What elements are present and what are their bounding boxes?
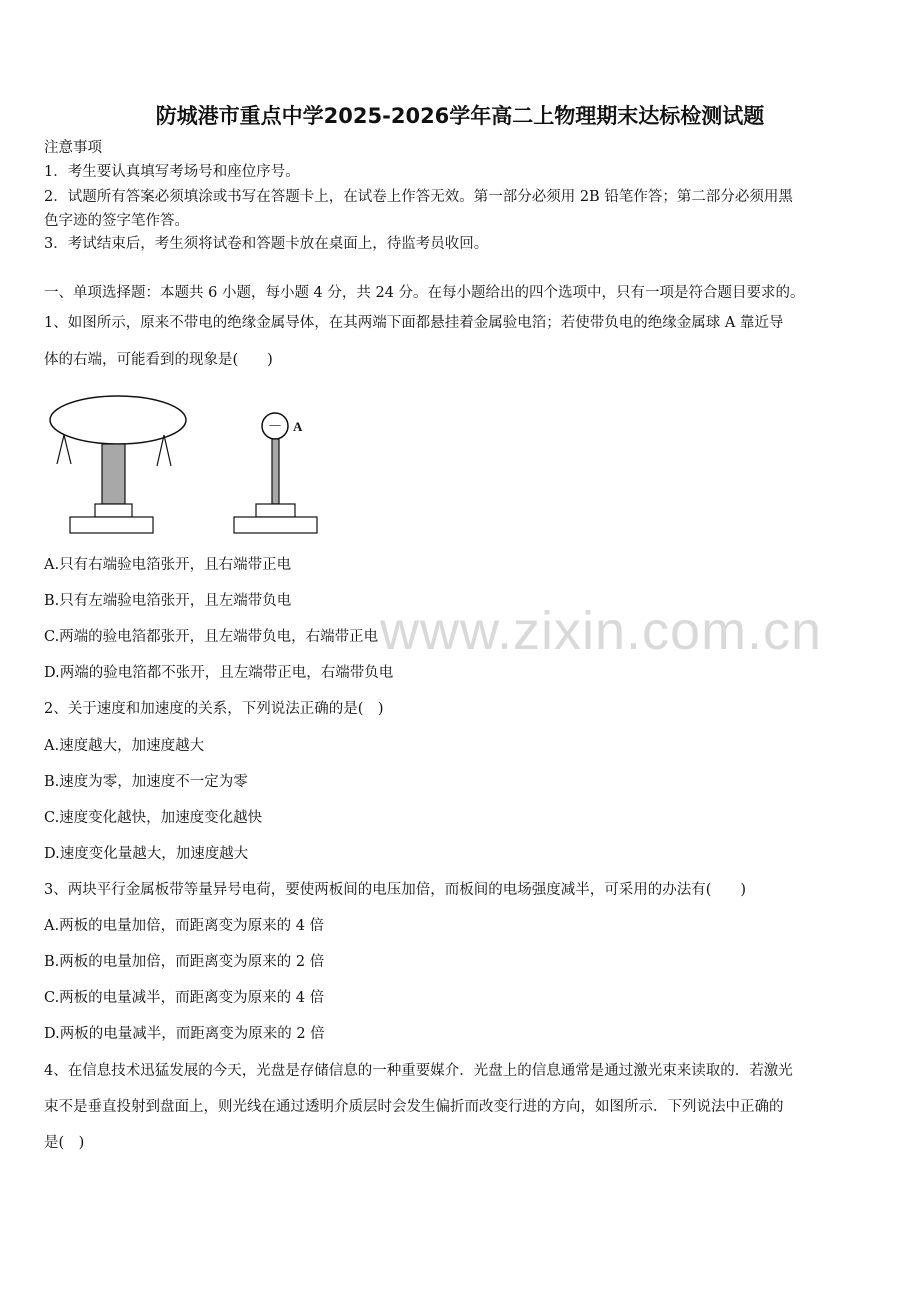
stand-block (95, 504, 132, 517)
q2-option: D.速度变化量越大，加速度越大 (44, 846, 249, 862)
q4-stem-line3: 是( ) (44, 1135, 85, 1151)
q4-stem-line1: 4、在信息技术迅猛发展的今天，光盘是存储信息的一种重要媒介．光盘上的信息通常是通过激光束来读取的．若激光 (44, 1063, 793, 1079)
ball-sign: － (267, 417, 283, 435)
stand-base (70, 517, 153, 533)
ball-label: A (293, 419, 303, 434)
q3-stem: 3、两块平行金属板带等量异号电荷，要使两板间的电压加倍，而板间的电场强度减半，可采用的办法有( ) (44, 882, 747, 898)
q1-figure (40, 388, 340, 542)
exam-title: 防城港市重点中学2025-2026学年高二上物理期末达标检测试题 (155, 104, 765, 128)
q4-stem-line2: 束不是垂直投射到盘面上，则光线在通过透明介质层时会发生偏折而改变行进的方向，如图所示．下列说法中正确的 (44, 1099, 784, 1115)
ball-stand-base (234, 517, 317, 533)
ball-stand-block (256, 504, 295, 517)
q1-option: B.只有左端验电箔张开，且左端带负电 (44, 593, 292, 609)
q1-option: D.两端的验电箔都不张开，且左端带正电，右端带负电 (44, 665, 394, 681)
q1-stem-line2: 体的右端，可能看到的现象是( ) (44, 352, 273, 368)
q2-option: A.速度越大，加速度越大 (44, 738, 205, 754)
q2-option: C.速度变化越快，加速度变化越快 (44, 810, 263, 826)
q3-option: D.两板的电量减半，而距离变为原来的 2 倍 (44, 1026, 325, 1042)
watermark: www.zixin.com.cn (380, 601, 823, 661)
q3-option: C.两板的电量减半，而距离变为原来的 4 倍 (44, 990, 325, 1006)
q1-option: A.只有右端验电箔张开，且右端带正电 (44, 557, 292, 573)
left-foil (64, 435, 71, 464)
notice-item: 1．考生要认真填写考场号和座位序号。 (44, 164, 300, 180)
notice-heading: 注意事项 (44, 140, 102, 156)
left-foil (57, 435, 64, 464)
insulating-post (102, 444, 125, 504)
q3-option: B.两板的电量加倍，而距离变为原来的 2 倍 (44, 954, 325, 970)
q1-option: C.两端的验电箔都张开，且左端带负电，右端带正电 (44, 629, 379, 645)
right-foil (164, 435, 171, 466)
notice-item: 2．试题所有答案必须填涂或书写在答题卡上，在试卷上作答无效。第一部分必须用 2B 铅笔作答；第二部分必须用黑 (44, 189, 793, 205)
ball-rod (272, 439, 279, 504)
q2-stem: 2、关于速度和加速度的关系，下列说法正确的是( ) (44, 701, 384, 717)
section-heading: 一、单项选择题：本题共 6 小题，每小题 4 分，共 24 分。在每小题给出的四个选项中，只有一项是符合题目要求的。 (44, 285, 805, 301)
q2-option: B.速度为零，加速度不一定为零 (44, 774, 248, 790)
conductor-ellipse (50, 396, 186, 444)
q1-stem-line1: 1、如图所示，原来不带电的绝缘金属导体，在其两端下面都悬挂着金属验电箔；若使带负电的绝缘金属球 A 靠近导 (44, 315, 784, 331)
notice-item: 色字迹的签字笔作答。 (44, 213, 189, 229)
notice-item: 3．考试结束后，考生须将试卷和答题卡放在桌面上，待监考员收回。 (44, 236, 489, 252)
conductor-electroscope-diagram (40, 388, 340, 538)
q3-option: A.两板的电量加倍，而距离变为原来的 4 倍 (44, 918, 325, 934)
